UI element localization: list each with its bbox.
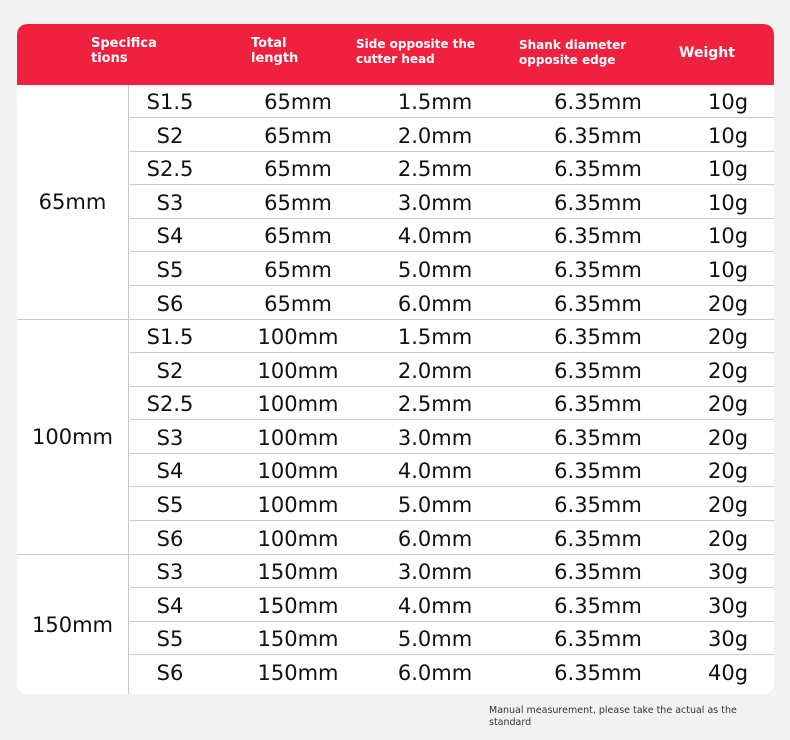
- cell-spec: S4: [156, 224, 184, 249]
- cell-side-opposite: 4.0mm: [397, 224, 473, 249]
- cell-spec: S4: [156, 593, 184, 618]
- cell-weight: 10g: [707, 224, 749, 249]
- table-row: [130, 219, 774, 252]
- cell-side-opposite: 6.0mm: [397, 526, 473, 551]
- table-row: [130, 253, 774, 286]
- cell-total-length: 100mm: [257, 425, 339, 450]
- cell-total-length: 100mm: [257, 526, 339, 551]
- cell-shank-diameter: 6.35mm: [554, 627, 642, 652]
- table-row: [130, 421, 774, 454]
- cell-weight: 20g: [707, 425, 749, 450]
- table-row: [130, 488, 774, 521]
- header-weight: Weight: [679, 45, 735, 61]
- cell-spec: S5: [156, 493, 184, 517]
- cell-shank-diameter: 6.35mm: [554, 258, 642, 282]
- cell-shank-diameter: 6.35mm: [554, 358, 642, 383]
- cell-spec: S3: [156, 560, 184, 584]
- cell-weight: 20g: [707, 526, 749, 551]
- cell-side-opposite: 3.0mm: [397, 560, 473, 584]
- cell-spec: S2: [156, 123, 184, 148]
- cell-shank-diameter: 6.35mm: [554, 291, 642, 316]
- cell-total-length: 65mm: [264, 157, 332, 182]
- cell-spec: S1.5: [146, 325, 194, 349]
- cell-weight: 20g: [707, 325, 749, 349]
- table-row: [130, 320, 774, 353]
- cell-side-opposite: 5.0mm: [397, 493, 473, 517]
- cell-shank-diameter: 6.35mm: [554, 459, 642, 484]
- cell-total-length: 65mm: [264, 258, 332, 282]
- header-specifications: Specifica tions: [91, 36, 157, 66]
- cell-shank-diameter: 6.35mm: [554, 224, 642, 249]
- cell-spec: S6: [156, 291, 184, 316]
- table-row: [130, 119, 774, 152]
- cell-shank-diameter: 6.35mm: [554, 157, 642, 182]
- cell-side-opposite: 5.0mm: [397, 627, 473, 652]
- group-label: 65mm: [17, 85, 129, 319]
- spec-table: [17, 24, 774, 694]
- cell-total-length: 65mm: [264, 190, 332, 215]
- cell-weight: 10g: [707, 123, 749, 148]
- cell-weight: 20g: [707, 291, 749, 316]
- cell-total-length: 65mm: [264, 291, 332, 316]
- cell-side-opposite: 4.0mm: [397, 459, 473, 484]
- cell-total-length: 100mm: [257, 493, 339, 517]
- cell-total-length: 150mm: [257, 593, 339, 618]
- cell-side-opposite: 3.0mm: [397, 190, 473, 215]
- measurement-note: Manual measurement, please take the actual as the standard: [489, 705, 737, 728]
- cell-total-length: 100mm: [257, 459, 339, 484]
- cell-spec: S3: [156, 190, 184, 215]
- table-row: [130, 622, 774, 655]
- cell-weight: 20g: [707, 358, 749, 383]
- group-100mm: [17, 320, 774, 555]
- cell-spec: S2: [156, 358, 184, 383]
- group-label: 100mm: [17, 320, 129, 554]
- cell-total-length: 65mm: [264, 123, 332, 148]
- group-label: 150mm: [17, 555, 129, 694]
- cell-spec: S3: [156, 425, 184, 450]
- cell-spec: S6: [156, 526, 184, 551]
- cell-side-opposite: 1.5mm: [397, 90, 473, 114]
- cell-shank-diameter: 6.35mm: [554, 425, 642, 450]
- cell-side-opposite: 1.5mm: [397, 325, 473, 349]
- cell-side-opposite: 6.0mm: [397, 291, 473, 316]
- header-side-opposite: Side opposite the cutter head: [356, 37, 476, 66]
- header-total-length: Total length: [251, 36, 299, 66]
- cell-weight: 30g: [707, 593, 749, 618]
- cell-shank-diameter: 6.35mm: [554, 493, 642, 517]
- table-row: [130, 656, 774, 689]
- cell-side-opposite: 2.5mm: [397, 392, 473, 417]
- cell-shank-diameter: 6.35mm: [554, 526, 642, 551]
- cell-side-opposite: 2.0mm: [397, 123, 473, 148]
- cell-total-length: 100mm: [257, 325, 339, 349]
- cell-spec: S4: [156, 459, 184, 484]
- table-row: [130, 555, 774, 588]
- cell-shank-diameter: 6.35mm: [554, 90, 642, 114]
- cell-total-length: 100mm: [257, 358, 339, 383]
- cell-total-length: 150mm: [257, 627, 339, 652]
- cell-weight: 20g: [707, 493, 749, 517]
- cell-spec: S6: [156, 660, 184, 685]
- cell-total-length: 150mm: [257, 660, 339, 685]
- cell-spec: S5: [156, 627, 184, 652]
- cell-side-opposite: 6.0mm: [397, 660, 473, 685]
- cell-weight: 20g: [707, 392, 749, 417]
- table-row: [130, 589, 774, 622]
- cell-shank-diameter: 6.35mm: [554, 392, 642, 417]
- group-150mm: [17, 555, 774, 694]
- cell-side-opposite: 3.0mm: [397, 425, 473, 450]
- cell-weight: 10g: [707, 258, 749, 282]
- cell-weight: 40g: [707, 660, 749, 685]
- table-row: [130, 454, 774, 487]
- cell-weight: 20g: [707, 459, 749, 484]
- cell-spec: S2.5: [146, 392, 194, 417]
- cell-side-opposite: 5.0mm: [397, 258, 473, 282]
- cell-shank-diameter: 6.35mm: [554, 593, 642, 618]
- cell-shank-diameter: 6.35mm: [554, 190, 642, 215]
- cell-total-length: 150mm: [257, 560, 339, 584]
- cell-spec: S1.5: [146, 90, 194, 114]
- cell-spec: S2.5: [146, 157, 194, 182]
- table-row: [130, 186, 774, 219]
- cell-side-opposite: 2.5mm: [397, 157, 473, 182]
- cell-weight: 10g: [707, 157, 749, 182]
- table-row: [130, 152, 774, 185]
- cell-shank-diameter: 6.35mm: [554, 560, 642, 584]
- cell-weight: 30g: [707, 560, 749, 584]
- cell-side-opposite: 4.0mm: [397, 593, 473, 618]
- table-row: [130, 85, 774, 118]
- cell-weight: 10g: [707, 190, 749, 215]
- cell-shank-diameter: 6.35mm: [554, 660, 642, 685]
- cell-shank-diameter: 6.35mm: [554, 123, 642, 148]
- cell-total-length: 65mm: [264, 224, 332, 249]
- cell-total-length: 100mm: [257, 392, 339, 417]
- table-row: [130, 522, 774, 555]
- table-body: [17, 85, 774, 694]
- cell-weight: 10g: [707, 90, 749, 114]
- table-row: [130, 387, 774, 420]
- table-row: [130, 287, 774, 320]
- cell-total-length: 65mm: [264, 90, 332, 114]
- cell-spec: S5: [156, 258, 184, 282]
- cell-side-opposite: 2.0mm: [397, 358, 473, 383]
- table-header: [17, 24, 774, 85]
- group-65mm: [17, 85, 774, 320]
- cell-shank-diameter: 6.35mm: [554, 325, 642, 349]
- table-row: [130, 354, 774, 387]
- cell-weight: 30g: [707, 627, 749, 652]
- header-shank-diameter: Shank diameter opposite edge: [519, 38, 627, 67]
